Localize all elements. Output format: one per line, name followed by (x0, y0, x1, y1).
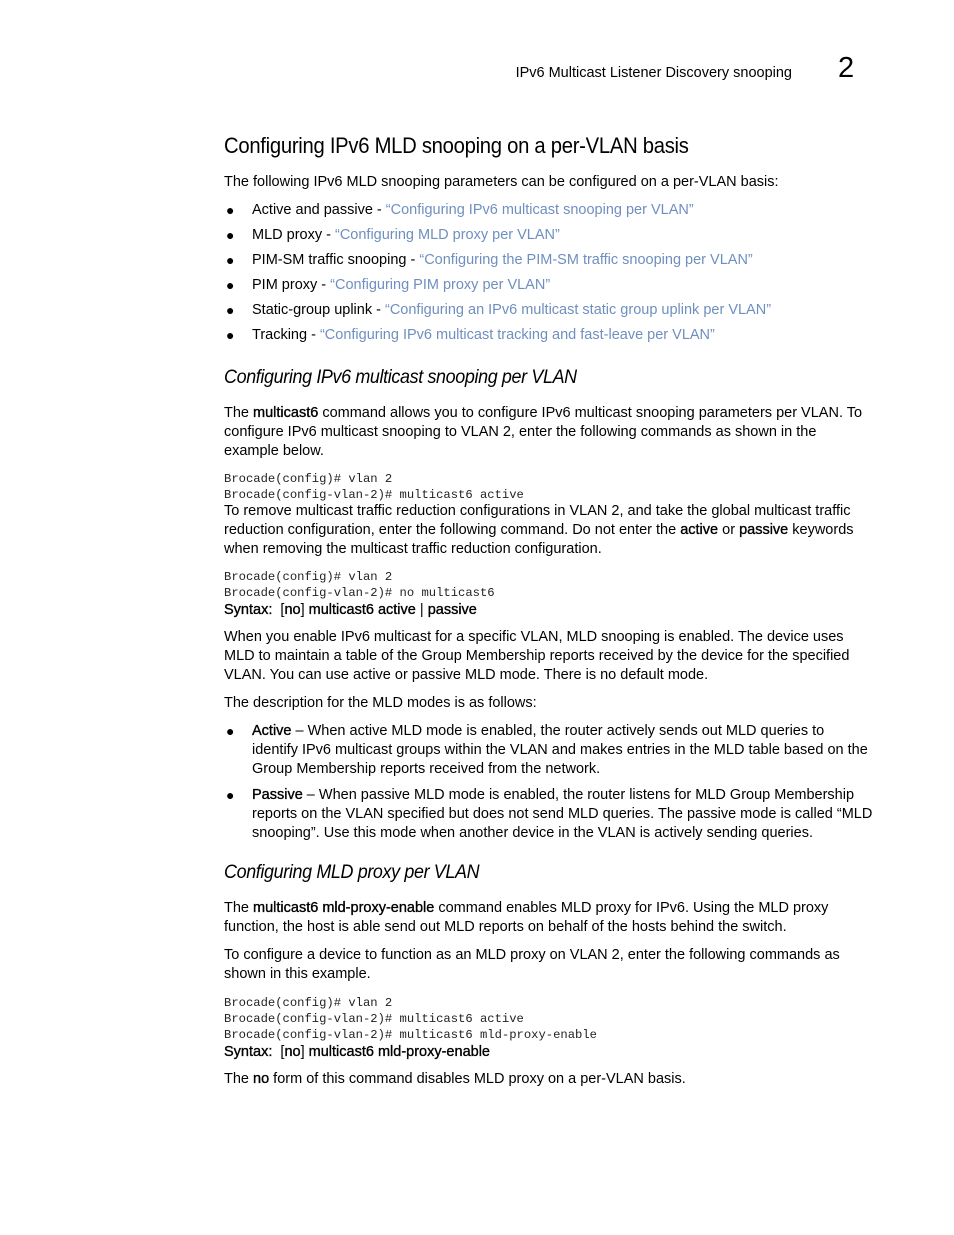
cross-reference-link[interactable]: “Configuring MLD proxy per VLAN” (335, 227, 560, 243)
list-item: ● Passive – When passive MLD mode is enabled, the router listens for MLD Group Membership reports on the VLAN specified but does not send MLD queries. The passive mode is called “MLD snooping”. Use this mode when another device in the VLAN is actively sending queries. (226, 787, 873, 841)
syntax-line: Syntax: [no] multicast6 active | passive (224, 602, 477, 618)
list-item: ● PIM proxy - “Configuring PIM proxy per VLAN” (226, 277, 551, 293)
chapter-number: 2 (838, 52, 855, 84)
mode-list (224, 722, 874, 843)
cross-reference-link[interactable]: “Configuring IPv6 multicast tracking and fast-leave per VLAN” (319, 327, 715, 343)
subsection-heading-snooping: Configuring IPv6 multicast snooping per VLAN (224, 366, 577, 388)
bullet-icon: ● (226, 202, 235, 218)
bullet-icon: ● (226, 723, 235, 739)
command-keyword: multicast6 (253, 405, 319, 421)
running-header-title: IPv6 Multicast Listener Discovery snooping (515, 65, 792, 81)
paragraph: The multicast6 mld-proxy-enable command enables MLD proxy for IPv6. Using the MLD proxy function, the host is able send out MLD reports on behalf of the hosts behind the switch. (224, 900, 829, 935)
list-item: ● PIM-SM traffic snooping - “Configuring the PIM-SM traffic snooping per VLAN” (226, 252, 753, 268)
paragraph: The no form of this command disables MLD proxy on a per-VLAN basis. (224, 1071, 686, 1087)
paragraph: The multicast6 command allows you to configure IPv6 multicast snooping parameters per VLAN. To configure IPv6 multicast snooping to VLAN 2, enter the following commands as shown in the example below. (224, 405, 863, 459)
cross-reference-link[interactable]: “Configuring IPv6 multicast snooping per VLAN” (385, 202, 694, 218)
parameter-list (224, 201, 874, 345)
cross-reference-link[interactable]: “Configuring an IPv6 multicast static group uplink per VLAN” (384, 302, 772, 318)
cross-reference-link[interactable]: “Configuring the PIM-SM traffic snooping per VLAN” (419, 252, 753, 268)
section-intro: The following IPv6 MLD snooping parameters can be configured on a per-VLAN basis: (224, 174, 779, 190)
paragraph: To remove multicast traffic reduction configurations in VLAN 2, and take the global multicast traffic reduction configuration, enter the following command. Do not enter the active or passive keywords when removing the multicast traffic reduction configuration. (224, 503, 854, 557)
list-item: ● Tracking - “Configuring IPv6 multicast tracking and fast-leave per VLAN” (226, 327, 715, 343)
code-block: Brocade(config)# vlan 2 Brocade(config-vlan-2)# no multicast6 (224, 570, 495, 600)
section-heading: Configuring IPv6 MLD snooping on a per-VLAN basis (224, 133, 689, 158)
subsection-heading-proxy: Configuring MLD proxy per VLAN (224, 861, 480, 883)
list-item: ● Active – When active MLD mode is enabled, the router actively sends out MLD queries to identify IPv6 multicast groups within the VLAN and makes entries in the MLD table based on the Group Membership reports received from the network. (226, 723, 868, 777)
code-block: Brocade(config)# vlan 2 Brocade(config-vlan-2)# multicast6 active (224, 472, 524, 502)
bullet-icon: ● (226, 302, 235, 318)
paragraph: To configure a device to function as an MLD proxy on VLAN 2, enter the following commands as shown in this example. (224, 947, 840, 982)
paragraph: The description for the MLD modes is as follows: (224, 695, 537, 711)
bullet-icon: ● (226, 787, 235, 803)
bullet-icon: ● (226, 252, 235, 268)
list-item: ● MLD proxy - “Configuring MLD proxy per VLAN” (226, 227, 560, 243)
bullet-icon: ● (226, 227, 235, 243)
list-item: ● Static-group uplink - “Configuring an IPv6 multicast static group uplink per VLAN” (226, 302, 772, 318)
code-block: Brocade(config)# vlan 2 Brocade(config-vlan-2)# multicast6 active Brocade(config-vlan-2)# multicast6 mld-proxy-enable (224, 996, 597, 1042)
paragraph: When you enable IPv6 multicast for a specific VLAN, MLD snooping is enabled. The device uses MLD to maintain a table of the Group Membership reports received by the device for the specified VLAN. You can use active or passive MLD mode. There is no default mode. (224, 629, 850, 683)
cross-reference-link[interactable]: “Configuring PIM proxy per VLAN” (330, 277, 551, 293)
syntax-line: Syntax: [no] multicast6 mld-proxy-enable (224, 1044, 490, 1060)
list-item: ● Active and passive - “Configuring IPv6 multicast snooping per VLAN” (226, 202, 694, 218)
bullet-icon: ● (226, 277, 235, 293)
bullet-icon: ● (226, 327, 235, 343)
